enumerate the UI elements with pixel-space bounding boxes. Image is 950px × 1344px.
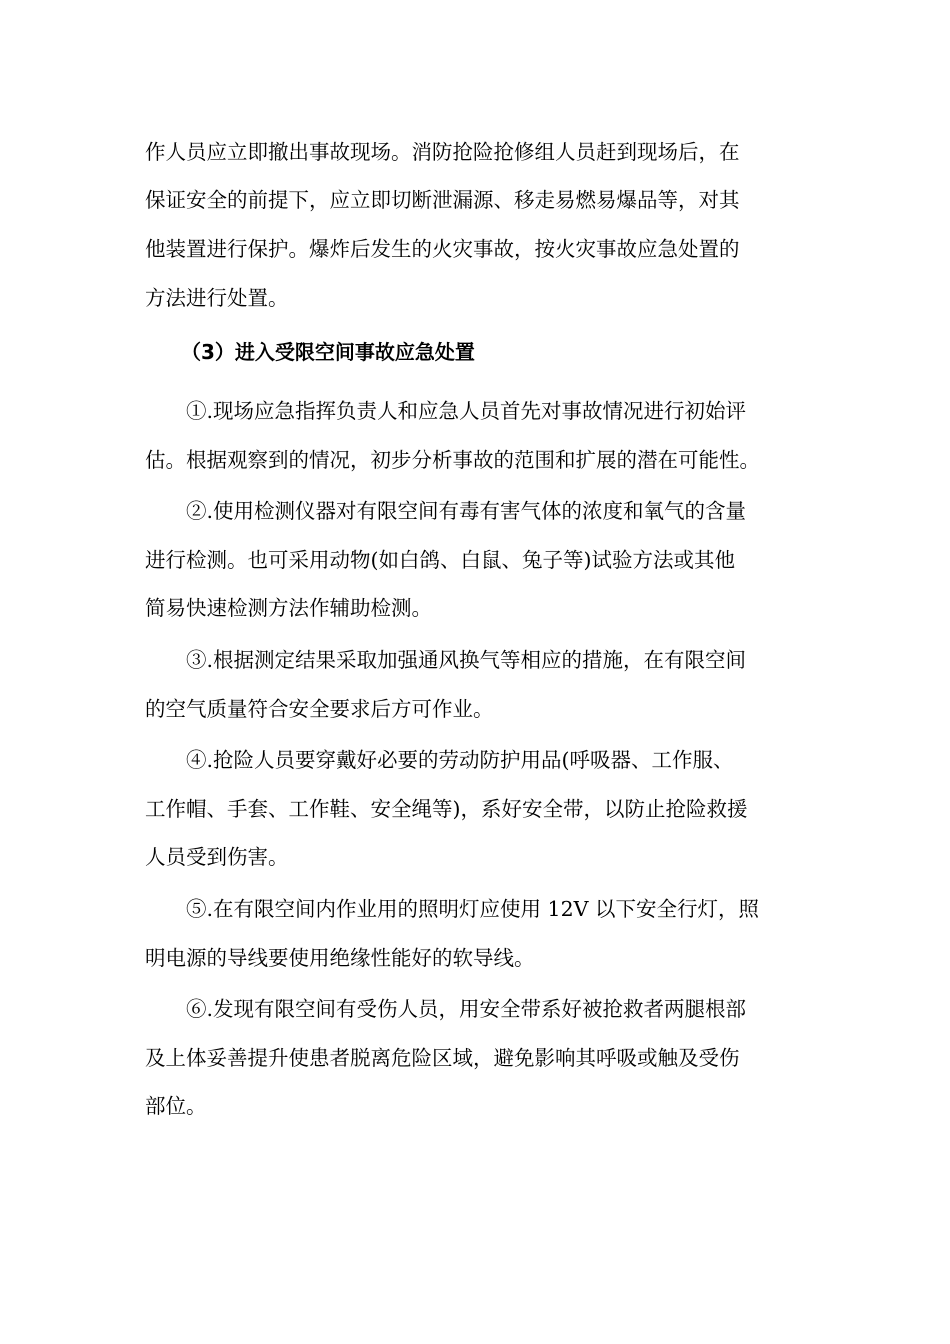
list-item-line: 简易快速检测方法作辅助检测。: [145, 596, 432, 620]
paragraph-line: 保证安全的前提下，应立即切断泄漏源、移走易燃易爆品等，对其: [145, 188, 740, 212]
paragraph-line: 作人员应立即撤出事故现场。消防抢险抢修组人员赶到现场后，在: [145, 140, 740, 164]
list-item-line: 工作帽、手套、工作鞋、安全绳等)，系好安全带，以防止抢险救援: [145, 797, 748, 821]
list-item-line: 估。根据观察到的情况，初步分析事故的范围和扩展的潜在可能性。: [145, 448, 760, 472]
list-item-line: 的空气质量符合安全要求后方可作业。: [145, 697, 494, 721]
list-item-line: 及上体妥善提升使患者脱离危险区域，避免影响其呼吸或触及受伤: [145, 1046, 740, 1070]
list-item-line: ④.抢险人员要穿戴好必要的劳动防护用品(呼吸器、工作服、: [186, 748, 734, 772]
section-heading: （3）进入受限空间事故应急处置: [181, 340, 475, 364]
list-item-line: 明电源的导线要使用绝缘性能好的软导线。: [145, 946, 535, 970]
list-item-line: 部位。: [145, 1094, 207, 1118]
list-item-line: ②.使用检测仪器对有限空间有毒有害气体的浓度和氧气的含量: [186, 499, 747, 523]
list-item-line: ⑤.在有限空间内作业用的照明灯应使用 12V 以下安全行灯，照: [186, 897, 759, 921]
list-item-line: ③.根据测定结果采取加强通风换气等相应的措施，在有限空间: [186, 648, 747, 672]
list-item-line: 进行检测。也可采用动物(如白鸽、白鼠、兔子等)试验方法或其他: [145, 548, 735, 572]
list-item-line: ⑥.发现有限空间有受伤人员，用安全带系好被抢救者两腿根部: [186, 997, 747, 1021]
paragraph-line: 他装置进行保护。爆炸后发生的火灾事故，按火灾事故应急处置的: [145, 237, 740, 261]
paragraph-line: 方法进行处置。: [145, 286, 289, 310]
list-item-line: 人员受到伤害。: [145, 845, 289, 869]
list-item-line: ①.现场应急指挥负责人和应急人员首先对事故情况进行初始评: [186, 399, 747, 423]
